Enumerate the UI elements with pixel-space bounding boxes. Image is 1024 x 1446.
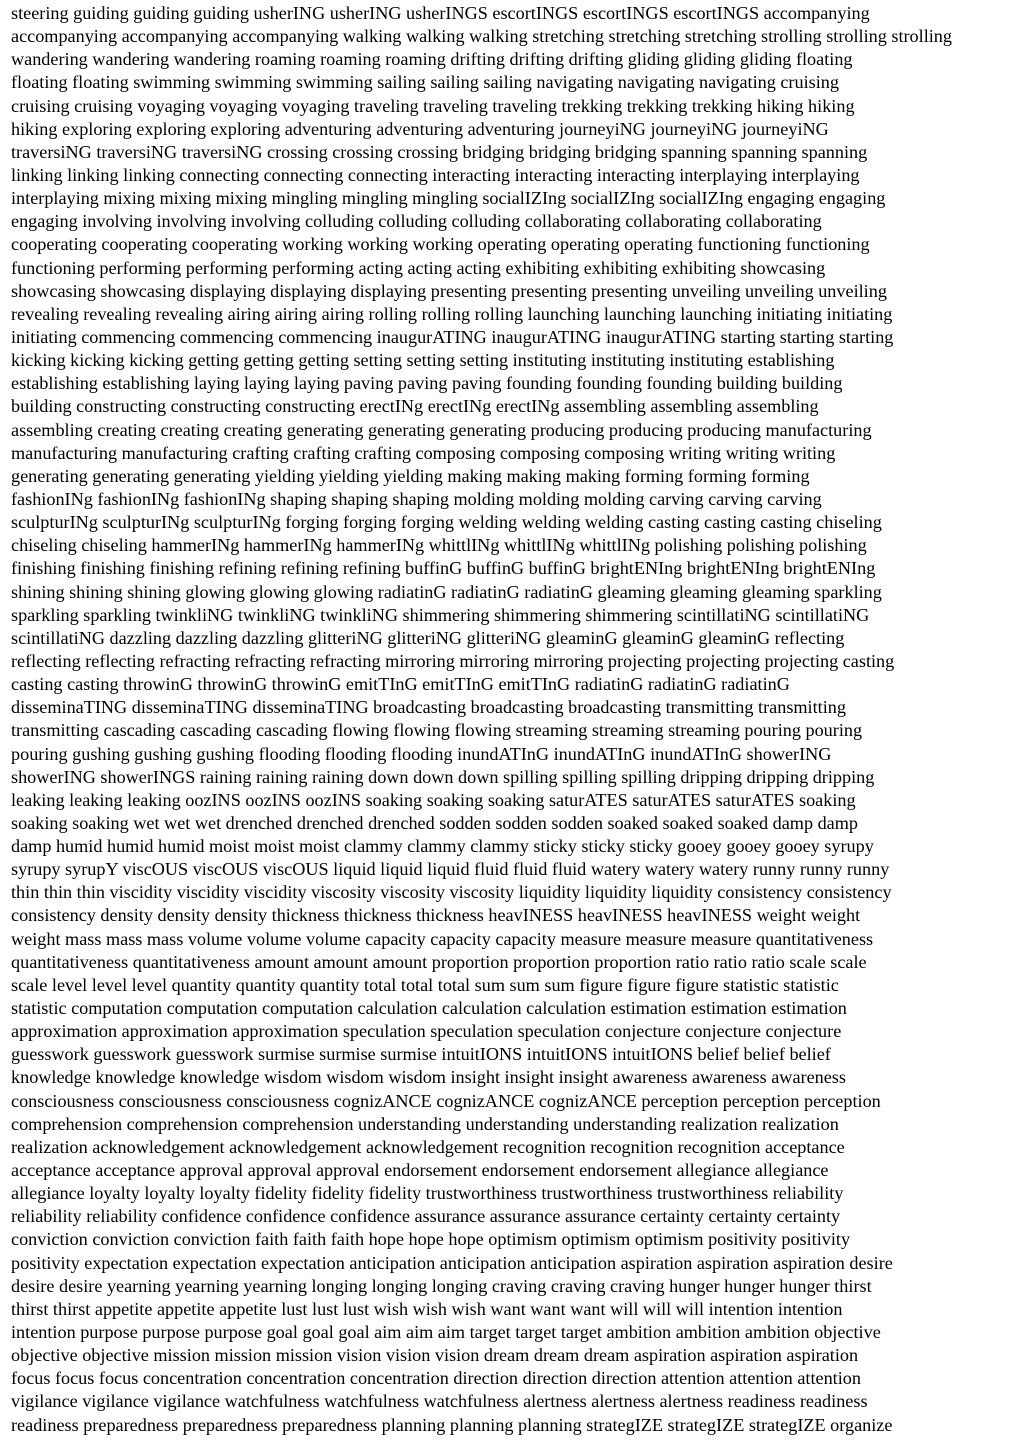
text-line: steering guiding guiding guiding usherING usherING usherINGS escortINGS escortINGS escortINGS accompanying (11, 3, 870, 23)
text-line: sparkling sparkling twinkliNG twinkliNG twinkliNG shimmering shimmering shimmering scintillatiNG scintillatiNG (11, 604, 870, 625)
text-line: vigilance vigilance vigilance watchfulness watchfulness watchfulness alertness alertness alertness readiness readiness (11, 1391, 868, 1412)
text-line: damp humid humid humid moist moist moist clammy clammy clammy sticky sticky sticky gooey gooey gooey syrupy (11, 836, 874, 857)
text-line: establishing establishing laying laying laying paving paving paving founding founding founding building building (11, 373, 843, 394)
text-line: sculpturINg sculpturINg sculpturINg forging forging forging welding welding welding casting casting casting chiseling (11, 512, 882, 533)
text-line: consistency density density density thickness thickness thickness heavINESS heavINESS heavINESS weight weight (11, 905, 861, 926)
text-line: kicking kicking kicking getting getting getting setting setting setting instituting instituting instituting establishing (11, 350, 835, 371)
text-line: disseminaTING disseminaTING disseminaTING broadcasting broadcasting broadcasting transmitting transmitting (11, 697, 846, 718)
text-line: cooperating cooperating cooperating working working working operating operating operating functioning functioning (11, 234, 870, 255)
text-line: approximation approximation approximation speculation speculation speculation conjecture conjecture conjecture (11, 1021, 842, 1042)
text-line: engaging involving involving involving colluding colluding colluding collaborating collaborating collaborating (11, 211, 822, 232)
text-line: assembling creating creating creating generating generating generating producing producing producing manufacturing (11, 419, 872, 440)
text-line: thin thin thin viscidity viscidity viscidity viscosity viscosity viscosity liquidity liquidity liquidity consistency consistency (11, 882, 892, 903)
text-line: finishing finishing finishing refining refining refining buffinG buffinG buffinG brightENIng brightENIng brightENIng (11, 558, 876, 579)
text-line: showcasing showcasing displaying displaying displaying presenting presenting presenting unveiling unveiling unveiling (11, 280, 887, 301)
text-line: soaking soaking wet wet wet drenched drenched drenched sodden sodden sodden soaked soaked soaked damp damp (11, 812, 858, 833)
text-line: reliability reliability confidence confidence confidence assurance assurance assurance certainty certainty certainty (11, 1206, 841, 1227)
text-line: thirst thirst appetite appetite appetite lust lust lust wish wish wish want want want will will will intention intention (11, 1298, 843, 1319)
text-line: manufacturing manufacturing crafting crafting crafting composing composing composing writing writing writing (11, 442, 836, 463)
text-line: syrupy syrupY viscOUS viscOUS viscOUS liquid liquid liquid fluid fluid fluid watery watery watery runny runny runny (11, 859, 890, 880)
text-line: interplaying mixing mixing mixing mingling mingling mingling socialIZIng socialIZIng socialIZIng engaging engaging (11, 188, 886, 209)
text-line: readiness preparedness preparedness preparedness planning planning planning strategIZE strategIZE strategIZE organize (11, 1414, 893, 1435)
text-line: accompanying accompanying accompanying walking walking walking stretching stretching stretching strolling strolling strolling (11, 26, 952, 47)
text-line: linking linking linking connecting connecting connecting interacting interacting interacting interplaying interplaying (11, 164, 860, 185)
text-line: intention purpose purpose purpose goal goal goal aim aim aim target target target ambition ambition ambition objective (11, 1322, 881, 1343)
text-line: chiseling chiseling hammerINg hammerINg hammerINg whittlINg whittlINg whittlINg polishing polishing polishing (11, 535, 867, 556)
text-line: showerING showerINGS raining raining raining down down down spilling spilling spilling dripping dripping dripping (11, 766, 875, 787)
text-line: allegiance loyalty loyalty loyalty fidelity fidelity fidelity trustworthiness trustworthiness trustworthiness reliability (11, 1183, 844, 1204)
text-line: realization acknowledgement acknowledgement acknowledgement recognition recognition recognition acceptance (11, 1136, 845, 1157)
text-line: knowledge knowledge knowledge wisdom wisdom wisdom insight insight insight awareness awareness awareness (11, 1067, 846, 1088)
text-line: comprehension comprehension comprehension understanding understanding understanding realization realization (11, 1113, 839, 1134)
text-line: scale level level level quantity quantity quantity total total total sum sum sum figure figure figure statistic statistic (11, 974, 839, 995)
text-line: positivity expectation expectation expectation anticipation anticipation anticipation aspiration aspiration aspiration desire (11, 1252, 893, 1273)
text-line: conviction conviction conviction faith faith faith hope hope hope optimism optimism optimism positivity positivity (11, 1229, 851, 1250)
text-line: revealing revealing revealing airing airing airing rolling rolling rolling launching launching launching initiating initiating (11, 303, 893, 324)
text-line: casting casting throwinG throwinG throwinG emitTInG emitTInG emitTInG radiatinG radiatinG radiatinG (11, 674, 790, 695)
text-line: reflecting reflecting refracting refracting refracting mirroring mirroring mirroring projecting projecting projecting casting (11, 650, 895, 671)
text-line: transmitting cascading cascading cascading flowing flowing flowing streaming streaming streaming pouring pouring (11, 720, 863, 741)
text-line: statistic computation computation computation calculation calculation calculation estimation estimation estimation (11, 998, 847, 1019)
text-line: objective objective mission mission mission vision vision vision dream dream dream aspiration aspiration aspiration (11, 1345, 859, 1366)
text-line: acceptance acceptance approval approval approval endorsement endorsement endorsement allegiance allegiance (11, 1160, 829, 1181)
text-line: desire desire yearning yearning yearning longing longing longing craving craving craving hunger hunger hunger thirst (11, 1275, 872, 1296)
text-line: guesswork guesswork guesswork surmise surmise surmise intuitIONS intuitIONS intuitIONS belief belief belief (11, 1044, 831, 1065)
text-line: generating generating generating yielding yielding yielding making making making forming forming forming (11, 465, 810, 486)
text-line: quantitativeness quantitativeness amount amount amount proportion proportion proportion ratio ratio ratio scale scale (11, 951, 867, 972)
text-line: fashionINg fashionINg fashionINg shaping shaping shaping molding molding molding carving carving carving (11, 488, 822, 509)
text-line: cruising cruising voyaging voyaging voyaging traveling traveling traveling trekking trekking trekking hiking hiking (11, 95, 855, 116)
text-line: weight mass mass mass volume volume volume capacity capacity capacity measure measure measure quantitativeness (11, 928, 874, 949)
text-line: functioning performing performing performing acting acting acting exhibiting exhibiting exhibiting showcasing (11, 257, 826, 278)
text-line: initiating commencing commencing commencing inaugurATING inaugurATING inaugurATING starting starting starting (11, 326, 894, 347)
text-line: shining shining shining glowing glowing glowing radiatinG radiatinG radiatinG gleaming gleaming gleaming sparkling (11, 581, 882, 602)
text-line: leaking leaking leaking oozINS oozINS oozINS soaking soaking soaking saturATES saturATES saturATES soaking (11, 789, 856, 810)
text-line: traversiNG traversiNG traversiNG crossing crossing crossing bridging bridging bridging spanning spanning spanning (11, 141, 868, 162)
text-line: hiking exploring exploring exploring adventuring adventuring adventuring journeyiNG journeyiNG journeyiNG (11, 118, 829, 139)
text-line: building constructing constructing constructing erectINg erectINg erectINg assembling assembling assembling (11, 396, 819, 417)
text-line: pouring gushing gushing gushing flooding flooding flooding inundATInG inundATInG inundATInG showerING (11, 743, 832, 764)
text-line: wandering wandering wandering roaming roaming roaming drifting drifting drifting gliding gliding gliding floating (11, 49, 853, 70)
document-text (11, 2, 1017, 1437)
text-line: consciousness consciousness consciousness cognizANCE cognizANCE cognizANCE perception perception perception (11, 1090, 881, 1111)
text-line: scintillatiNG dazzling dazzling dazzling glitteriNG glitteriNG glitteriNG gleaminG gleaminG gleaminG reflecting (11, 627, 845, 648)
text-line: floating floating swimming swimming swimming sailing sailing sailing navigating navigating navigating cruising (11, 72, 839, 93)
text-line: focus focus focus concentration concentration concentration direction direction direction attention attention attention (11, 1368, 861, 1389)
